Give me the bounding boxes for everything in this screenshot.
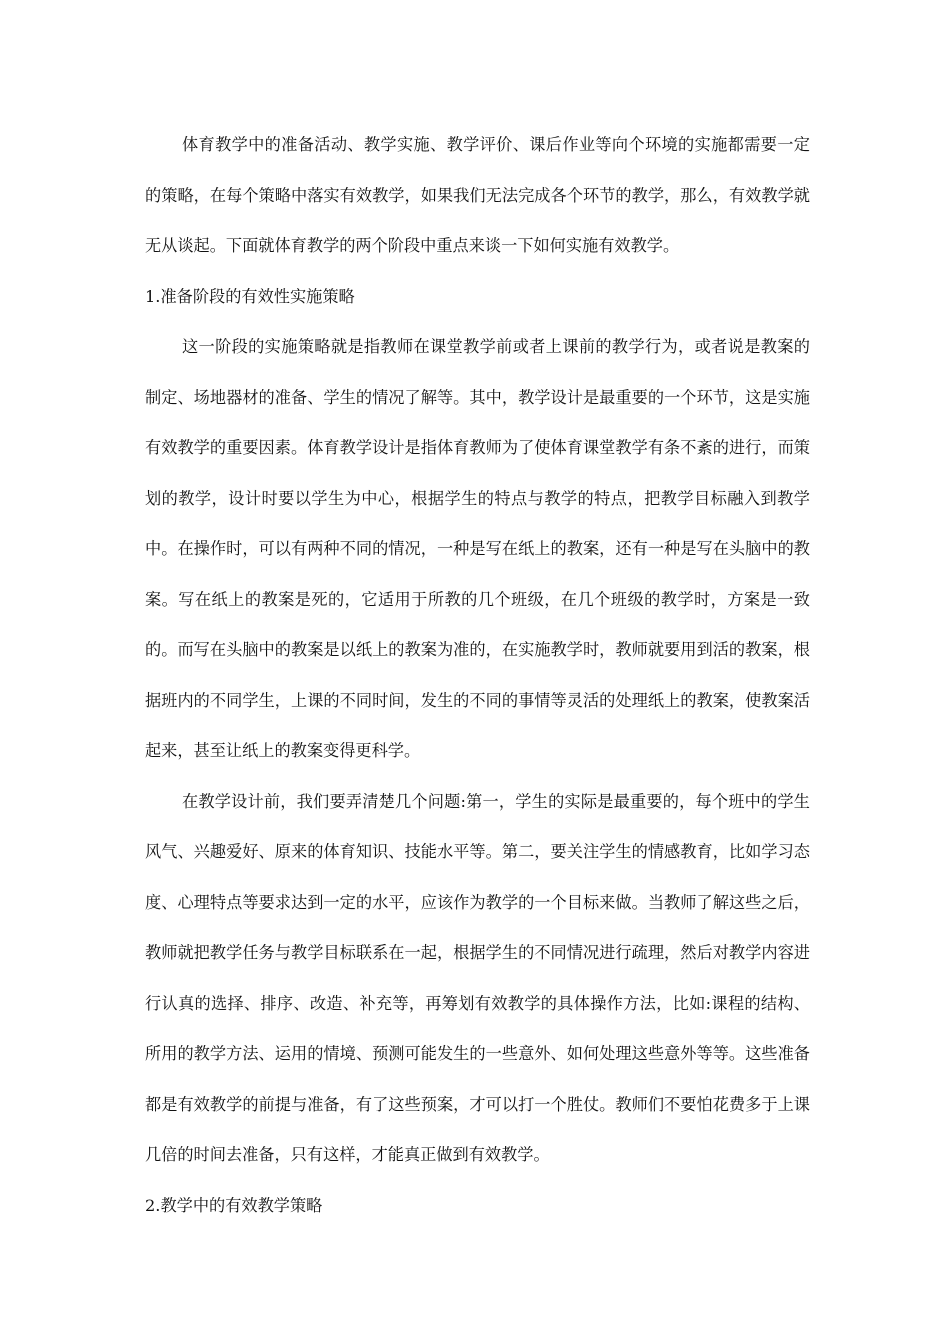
teaching-design-paragraph: 在教学设计前，我们要弄清楚几个问题:第一，学生的实际是最重要的，每个班中的学生风气、兴趣爱好、原来的体育知识、技能水平等。第二，要关注学生的情感教育，比如学习态度、心理特点等要求达到一定的水平，应该作为教学的一个目标来做。当教师了解这些之后，教师就把教学任务与教学目标联系在一起，根据学生的不同情况进行疏理，然后对教学内容进行认真的选择、排序、改造、补充等，再筹划有效教学的具体操作方法，比如:课程的结构、所用的教学方法、运用的情境、预测可能发生的一些意外、如何处理这些意外等等。这些准备都是有效教学的前提与准备，有了这些预案，才可以打一个胜仗。教师们不要怕花费多于上课几倍的时间去准备，只有这样，才能真正做到有效教学。 bbox=[145, 791, 810, 1164]
preparation-stage-paragraph: 这一阶段的实施策略就是指教师在课堂教学前或者上课前的教学行为，或者说是教案的制定、场地器材的准备、学生的情况了解等。其中，教学设计是最重要的一个环节，这是实施有效教学的重要因素。体育教学设计是指体育教师为了使体育课堂教学有条不紊的进行，而策划的教学，设计时要以学生为中心，根据学生的特点与教学的特点，把教学目标融入到教学中。在操作时，可以有两种不同的情况，一种是写在纸上的教案，还有一种是写在头脑中的教案。写在纸上的教案是死的，它适用于所教的几个班级，在几个班级的教学时，方案是一致的。而写在头脑中的教案是以纸上的教案为准的，在实施教学时，教师就要用到活的教案，根据班内的不同学生，上课的不同时间，发生的不同的事情等灵活的处理纸上的教案，使教案活起来，甚至让纸上的教案变得更科学。 bbox=[145, 337, 810, 760]
document-body bbox=[145, 120, 810, 1231]
section-heading-preparation-stage: 1.准备阶段的有效性实施策略 bbox=[145, 286, 355, 306]
section-heading-in-class-strategy: 2.教学中的有效教学策略 bbox=[145, 1195, 323, 1215]
intro-paragraph: 体育教学中的准备活动、教学实施、教学评价、课后作业等向个环境的实施都需要一定的策略，在每个策略中落实有效教学，如果我们无法完成各个环节的教学，那么，有效教学就无从谈起。下面就体育教学的两个阶段中重点来谈一下如何实施有效教学。 bbox=[145, 135, 810, 255]
